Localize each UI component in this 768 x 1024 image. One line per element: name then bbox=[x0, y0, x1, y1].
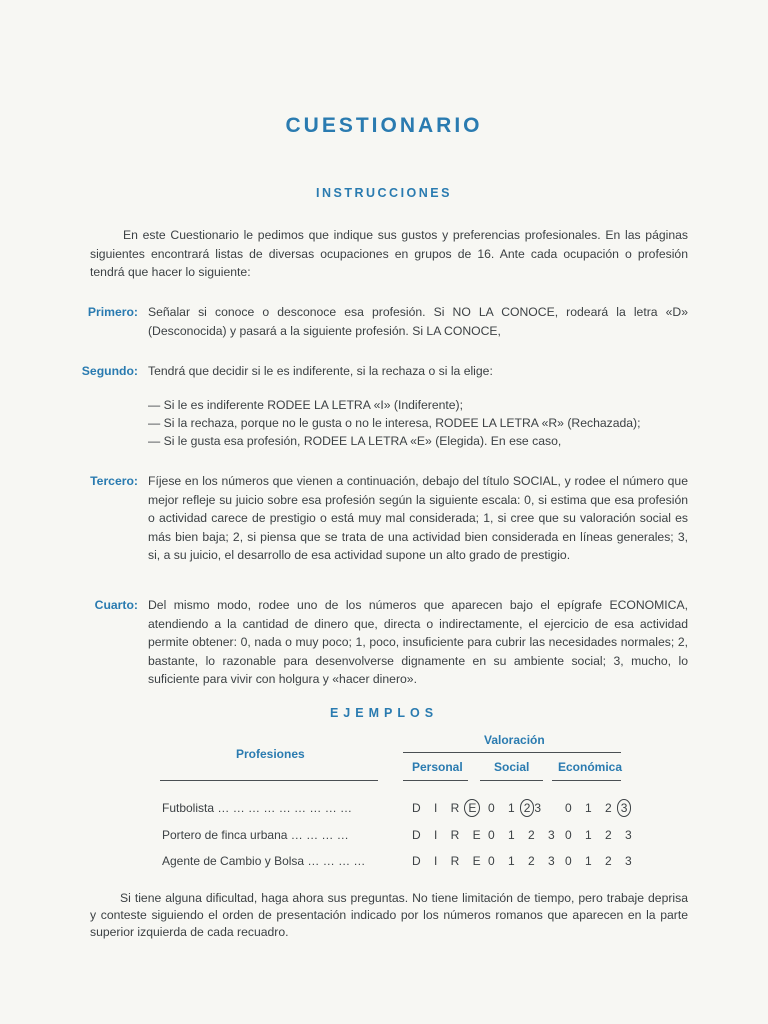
example-row-personal: D I R E bbox=[412, 828, 486, 842]
col-economica: Económica bbox=[558, 760, 623, 774]
col-social: Social bbox=[494, 760, 530, 774]
primero-label: Primero: bbox=[87, 305, 138, 319]
circled-answer: 3 bbox=[617, 799, 632, 817]
example-row-name: Futbolista … … … … … … … … … bbox=[162, 801, 353, 815]
col-valoracion: Valoración bbox=[484, 733, 545, 747]
example-row-personal: D I R E bbox=[412, 854, 486, 868]
example-row-name: Portero de finca urbana … … … … bbox=[162, 828, 349, 842]
example-row-personal: D I R E bbox=[412, 801, 480, 815]
intro-paragraph: En este Cuestionario le pedimos que indique sus gustos y preferencias profesionales. En las páginas siguientes encontrará listas de diversas ocupaciones en grupos de 16. Ante cada ocupación o profesión tendrá que hacer lo siguiente: bbox=[90, 228, 688, 280]
example-row-social: 0 1 2 3 bbox=[488, 801, 547, 815]
circled-answer: E bbox=[464, 799, 480, 817]
instructions-heading: INSTRUCCIONES bbox=[316, 186, 452, 200]
segundo-item-rechazada: — Si la rechaza, porque no le gusta o no le interesa, RODEE LA LETRA «R» (Rechazada); bbox=[148, 416, 641, 430]
col-profesiones: Profesiones bbox=[236, 747, 305, 761]
example-row-social: 0 1 2 3 bbox=[488, 828, 560, 842]
example-row-economica: 0 1 2 3 bbox=[565, 854, 637, 868]
circled-answer: 2 bbox=[520, 799, 535, 817]
segundo-label: Segundo: bbox=[81, 364, 138, 378]
page-title: CUESTIONARIO bbox=[285, 114, 483, 137]
profesiones-rule bbox=[160, 780, 378, 781]
col-personal: Personal bbox=[412, 760, 463, 774]
example-row-social: 0 1 2 3 bbox=[488, 854, 560, 868]
personal-rule bbox=[403, 780, 468, 781]
social-rule bbox=[480, 780, 543, 781]
primero-text: Señalar si conoce o desconoce esa profesión. Si NO LA CONOCE, rodeará la letra «D» (Desconocida) y pasará a la siguiente profesión. Si LA CONOCE, bbox=[148, 305, 688, 338]
example-row-economica: 0 1 2 3 bbox=[565, 801, 631, 815]
cuarto-text: Del mismo modo, rodee uno de los números que aparecen bajo el epígrafe ECONOMICA, atendiendo a la cantidad de dinero que, directa o indirectamente, el ejercicio de esa actividad permite obtener: 0, nada o muy poco; 1, poco, insuficiente para cubrir las necesidades normales; 2, bastante, lo razonable para desenvolverse dignamente en su ambiente social; 3, mucho, lo suficiente para vivir con holgura y «hacer dinero». bbox=[148, 598, 688, 687]
segundo-text: Tendrá que decidir si le es indiferente, si la rechaza o si la elige: bbox=[148, 364, 493, 378]
tercero-text: Fíjese en los números que vienen a continuación, debajo del título SOCIAL, y rodee el número que mejor refleje su juicio sobre esa profesión según la siguiente escala: 0, si estima que esa profesión o actividad carece de prestigio o está muy mal considerada; 1, si cree que su valoración social es más bien baja; 2, si piensa que se trata de una actividad bien considerada en líneas generales; 3, si, a su juicio, el desarrollo de esa actividad supone un alto grado de prestigio. bbox=[148, 474, 688, 563]
ejemplos-heading: EJEMPLOS bbox=[329, 706, 439, 720]
economica-rule bbox=[552, 780, 621, 781]
segundo-item-elegida: — Si le gusta esa profesión, RODEE LA LETRA «E» (Elegida). En ese caso, bbox=[148, 434, 562, 448]
valoracion-rule bbox=[403, 752, 621, 753]
example-row-economica: 0 1 2 3 bbox=[565, 828, 637, 842]
tercero-label: Tercero: bbox=[90, 474, 138, 488]
segundo-item-indiferente: — Si le es indiferente RODEE LA LETRA «I» (Indiferente); bbox=[148, 398, 463, 412]
footer-paragraph: Si tiene alguna dificultad, haga ahora sus preguntas. No tiene limitación de tiempo, pero trabaje deprisa y conteste siguiendo el orden de presentación indicado por los números romanos que aparecen en la parte superior izquierda de cada recuadro. bbox=[90, 891, 688, 939]
cuarto-label: Cuarto: bbox=[94, 598, 138, 612]
example-row-name: Agente de Cambio y Bolsa … … … … bbox=[162, 854, 366, 868]
